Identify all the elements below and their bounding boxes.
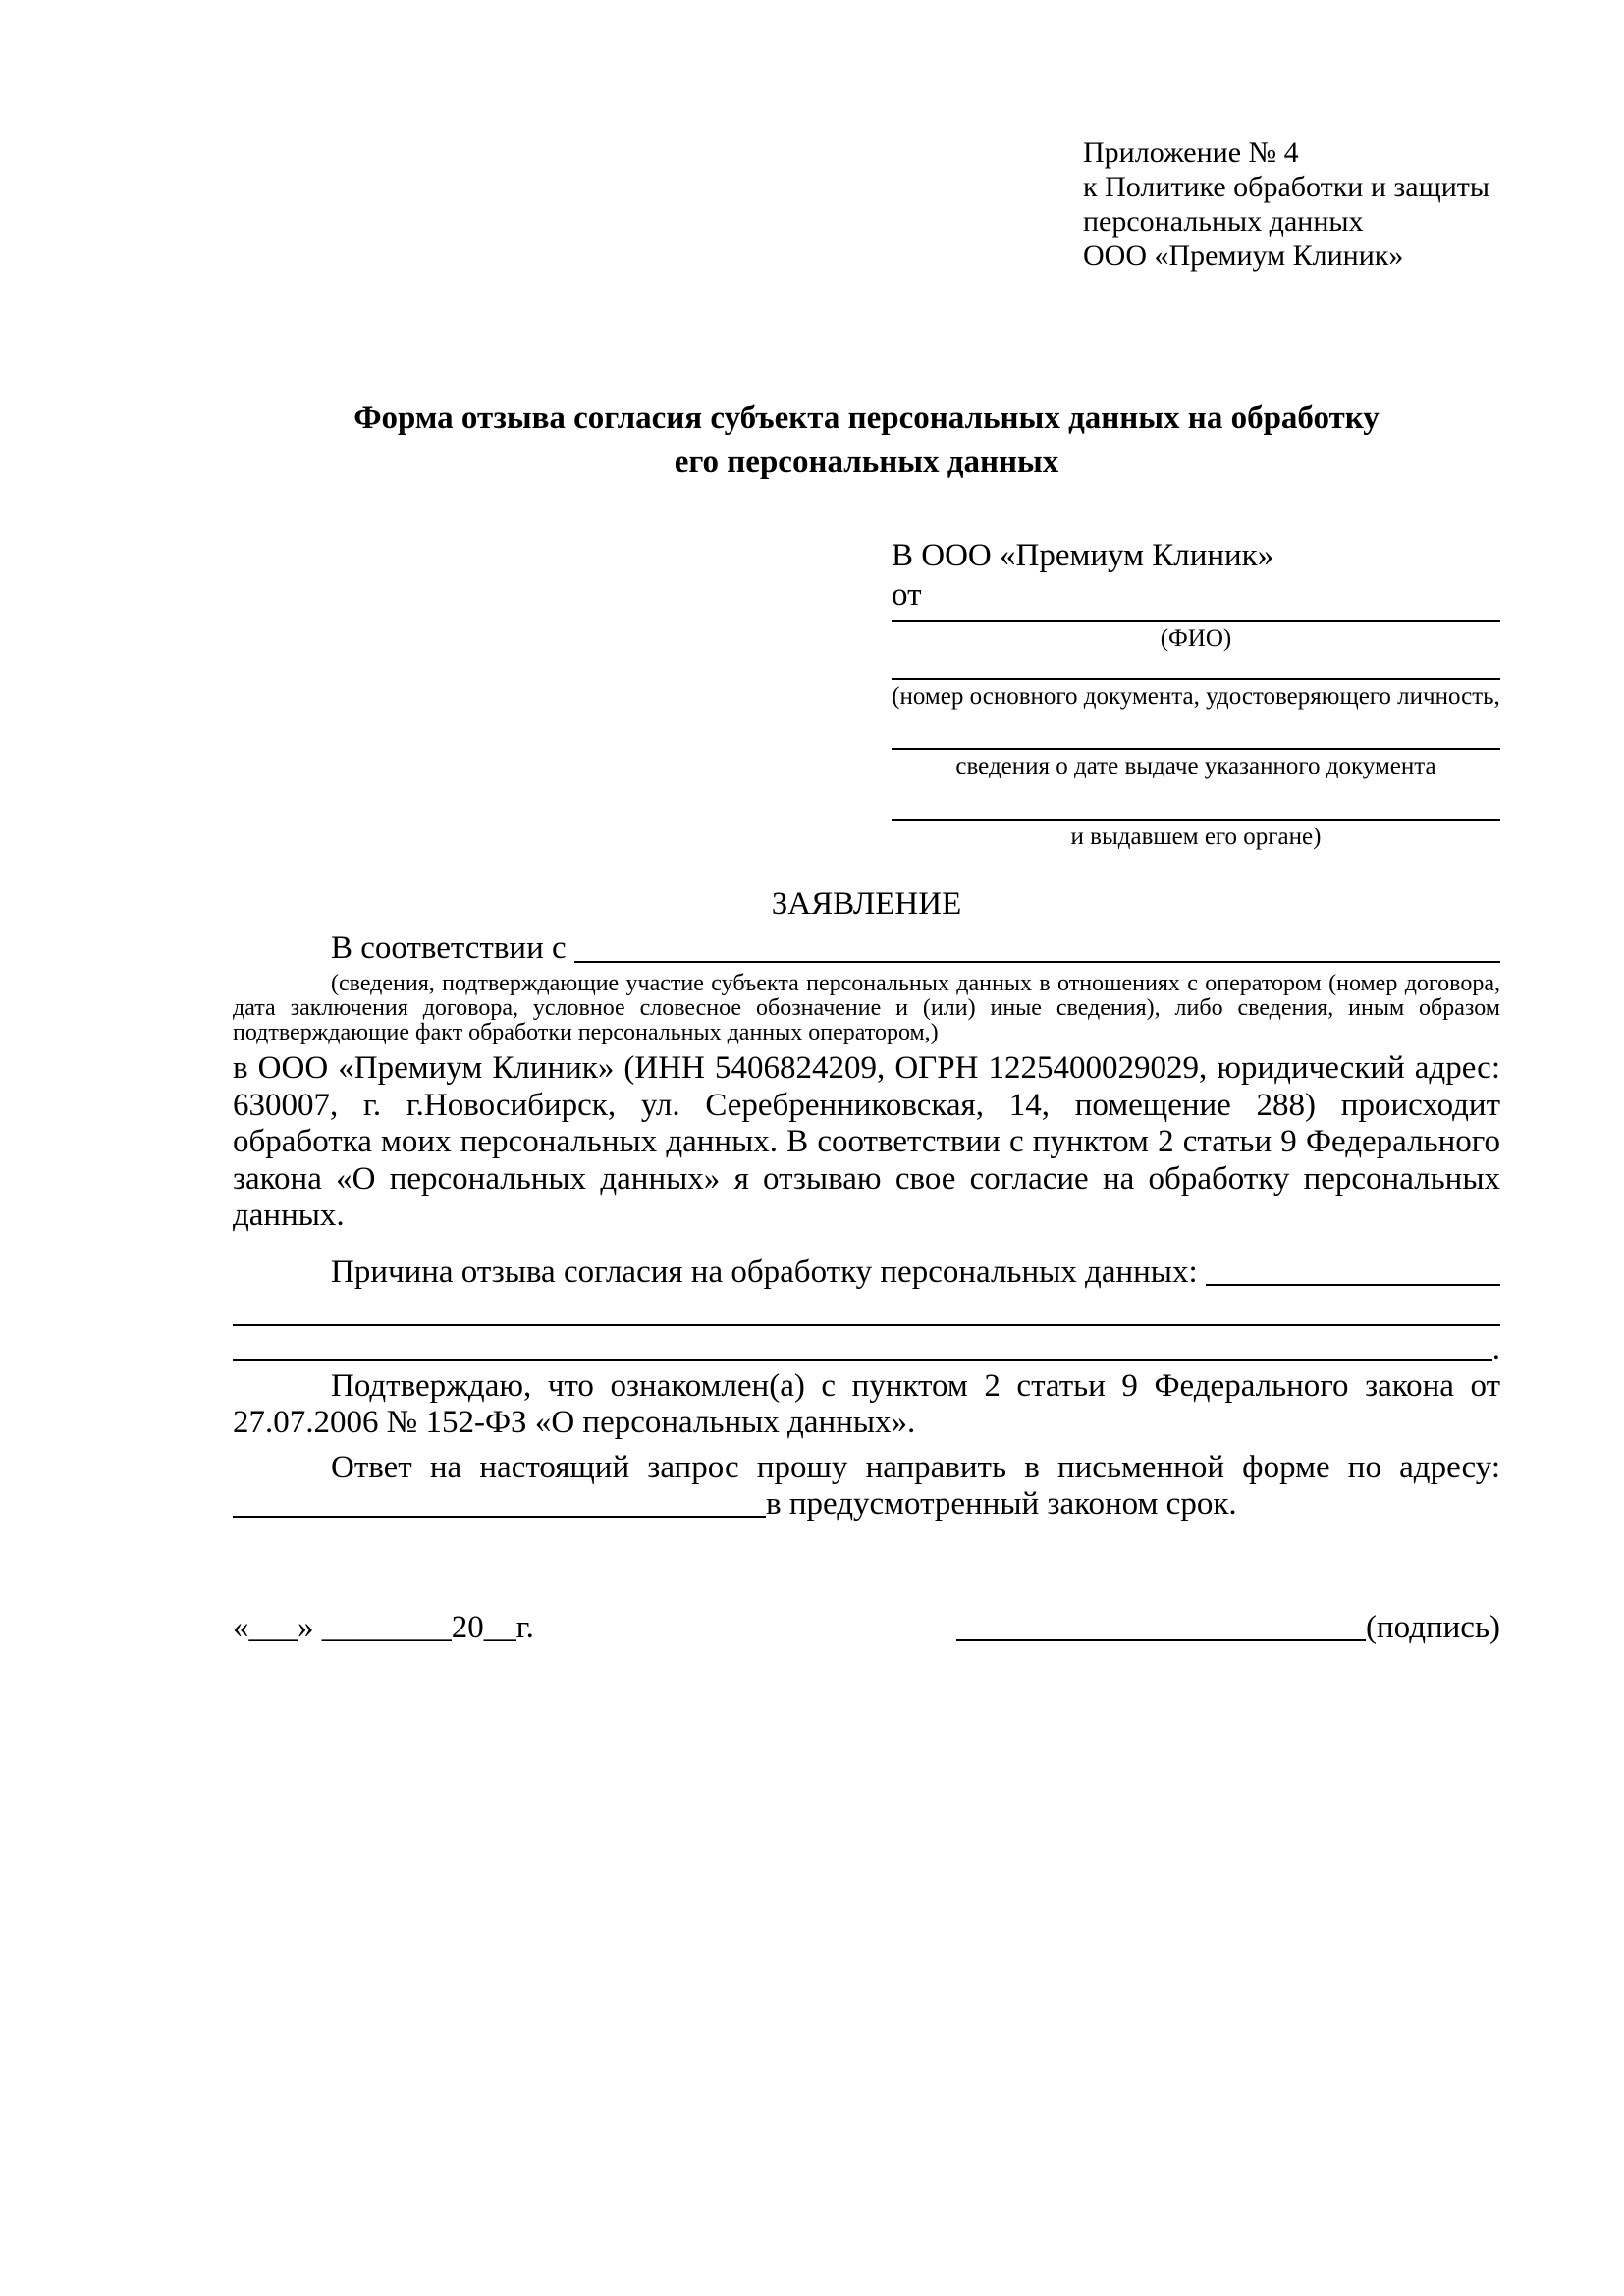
reason-blank-line-1 xyxy=(1206,1253,1500,1286)
reason-row xyxy=(233,1253,1500,1292)
document-title xyxy=(233,397,1500,485)
issuing-authority-caption: и выдавшем его органе) xyxy=(1070,824,1322,850)
addressee-from-label: от xyxy=(892,577,922,613)
reason-blank-line-2 xyxy=(233,1324,1500,1326)
reply-paragraph xyxy=(233,1450,1500,1523)
fio-blank-line xyxy=(892,614,1500,622)
issue-date-caption: сведения о дате выдаче указанного документа xyxy=(955,753,1436,779)
confirm-paragraph: Подтверждаю, что ознакомлен(а) с пунктом 2 статьи 9 Федерального закона от 27.07.2006 № 152-ФЗ «О персональных данных». xyxy=(233,1367,1500,1440)
identity-document-caption: (номер основного документа, удостоверяющего личность, xyxy=(892,683,1500,710)
signature-blank-line xyxy=(956,1612,1366,1641)
signature-group xyxy=(956,1608,1500,1647)
reason-blank-row-2 xyxy=(233,1292,1500,1326)
reason-label: Причина отзыва согласия на обработку персональных данных: xyxy=(331,1254,1198,1290)
reason-blank-row-3 xyxy=(233,1326,1500,1366)
reply-text: Ответ на настоящий запрос прошу направить в письменной форме по адресу: xyxy=(331,1449,1500,1485)
addressee-block xyxy=(892,536,1500,853)
fio-caption: (ФИО) xyxy=(1160,625,1232,652)
issue-date-blank-line xyxy=(892,713,1500,750)
reason-blank-line-3 xyxy=(233,1359,1492,1361)
document-title-line-1: Форма отзыва согласия субъекта персональных данных на обработку xyxy=(353,400,1380,436)
addressee-to: В ООО «Премиум Клиник» xyxy=(892,538,1274,573)
appendix-note xyxy=(1083,135,1500,273)
statement-heading: ЗАЯВЛЕНИЕ xyxy=(771,886,962,922)
intro-label: В соответствии с xyxy=(331,931,567,966)
basis-blank-line xyxy=(574,928,1500,963)
appendix-note-line-4: ООО «Премиум Клиник» xyxy=(1083,240,1404,272)
address-blank-line xyxy=(233,1488,766,1518)
reason-period: . xyxy=(1491,1330,1500,1366)
issuing-authority-blank-line xyxy=(892,782,1500,821)
signature-caption: (подпись) xyxy=(1366,1609,1500,1645)
reply-tail: в предусмотренный законом срок. xyxy=(766,1486,1237,1522)
intro-row xyxy=(233,928,1500,969)
appendix-note-line-2: к Политике обработки и защиты xyxy=(1083,171,1490,203)
identity-document-blank-line xyxy=(892,655,1500,680)
document-content xyxy=(233,0,1500,1647)
document-title-line-2: его персональных данных xyxy=(674,445,1059,480)
appendix-note-line-1: Приложение № 4 xyxy=(1083,136,1299,169)
statement-body-paragraph: в ООО «Премиум Клиник» (ИНН 5406824209, ОГРН 1225400029029, юридический адрес: 630007, г. г.Новосибирск, ул. Серебренниковская, 14, помещение 288) происходит обработка моих персональных данных. В соответствии с пунктом 2 статьи 9 Федерального закона «О персональных данных» я отзываю свое согласие на обработку персональных данных. xyxy=(233,1050,1500,1233)
appendix-note-line-3: персональных данных xyxy=(1083,205,1364,238)
date-blank: «___» ________20__г. xyxy=(233,1609,534,1645)
intro-footnote: (сведения, подтверждающие участие субъекта персональных данных в отношениях с оператором (номер договора, дата заключения договора, условное словесное обозначение и (или) иные сведения), либо сведения, иным образом подтверждающие факт обработки персональных данных оператором,) xyxy=(233,971,1500,1045)
signature-row xyxy=(233,1608,1500,1647)
